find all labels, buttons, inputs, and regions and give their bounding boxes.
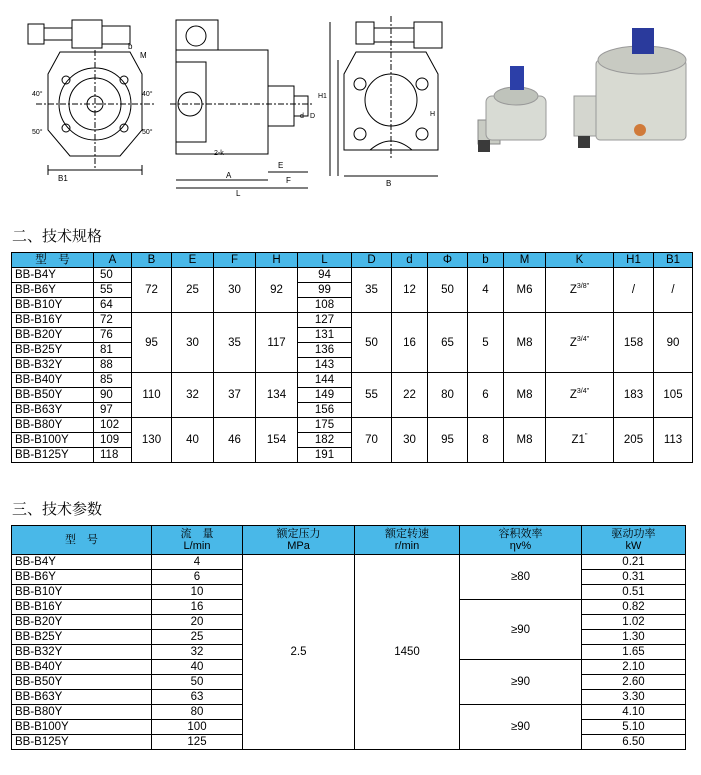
- params-power-cell: 1.02: [582, 615, 686, 630]
- params-power-cell: 4.10: [582, 705, 686, 720]
- spec-l-cell: 149: [298, 388, 352, 403]
- spec-e-cell: 32: [172, 373, 214, 418]
- params-model-cell: BB-B25Y: [12, 630, 152, 645]
- params-flow-cell: 6: [152, 570, 243, 585]
- params-header-line1: 容积效率: [498, 528, 543, 540]
- params-model-cell: BB-B32Y: [12, 645, 152, 660]
- params-efficiency-cell: ≥90: [460, 600, 582, 660]
- params-power-cell: 6.50: [582, 735, 686, 750]
- spec-k-cell: Z1": [546, 418, 614, 463]
- params-header-line1: 额定压力: [276, 528, 321, 540]
- spec-dd-cell: 35: [352, 268, 392, 313]
- label-b-dim: B: [386, 179, 392, 188]
- params-model-cell: BB-B100Y: [12, 720, 152, 735]
- spec-model-cell: BB-B16Y: [12, 313, 94, 328]
- label-angle-rb: 50°: [142, 129, 153, 136]
- label-angle-rt: 40°: [142, 91, 153, 98]
- label-f: F: [286, 176, 291, 185]
- spec-b1-cell: 90: [654, 313, 693, 373]
- label-h1: H1: [318, 93, 327, 100]
- spec-a-cell: 64: [94, 298, 132, 313]
- spec-m-cell: M6: [504, 268, 546, 313]
- params-flow-cell: 25: [152, 630, 243, 645]
- spec-f-cell: 35: [214, 313, 256, 373]
- params-header-line1: 驱动功率: [611, 528, 656, 540]
- technical-drawings: [0, 0, 701, 205]
- label-d: d: [300, 113, 304, 120]
- spec-h-cell: 134: [256, 373, 298, 418]
- spec-a-cell: 50: [94, 268, 132, 283]
- params-header-0: [12, 526, 152, 555]
- spec-l-cell: 175: [298, 418, 352, 433]
- spec-a-cell: 97: [94, 403, 132, 418]
- spec-dd-cell: 70: [352, 418, 392, 463]
- spec-l-cell: 127: [298, 313, 352, 328]
- spec-a-cell: 85: [94, 373, 132, 388]
- params-header-line2: L/min: [183, 540, 211, 552]
- spec-l-cell: 136: [298, 343, 352, 358]
- spec-a-cell: 81: [94, 343, 132, 358]
- params-power-cell: 0.82: [582, 600, 686, 615]
- params-model-cell: BB-B6Y: [12, 570, 152, 585]
- spec-header-9: Φ: [428, 253, 468, 268]
- spec-model-cell: BB-B50Y: [12, 388, 94, 403]
- spec-model-cell: BB-B125Y: [12, 448, 94, 463]
- params-flow-cell: 16: [152, 600, 243, 615]
- params-model-cell: BB-B63Y: [12, 690, 152, 705]
- label-l: L: [236, 189, 241, 198]
- spec-a-cell: 55: [94, 283, 132, 298]
- params-flow-cell: 10: [152, 585, 243, 600]
- spec-b-cell: 72: [132, 268, 172, 313]
- params-power-cell: 0.31: [582, 570, 686, 585]
- params-power-cell: 3.30: [582, 690, 686, 705]
- spec-header-5: H: [256, 253, 298, 268]
- params-flow-cell: 20: [152, 615, 243, 630]
- spec-d-cell: 12: [392, 268, 428, 313]
- spec-l-cell: 99: [298, 283, 352, 298]
- spec-header-6: L: [298, 253, 352, 268]
- spec-header-2: B: [132, 253, 172, 268]
- label-k: 2-k: [214, 150, 224, 157]
- spec-k-cell: $Z^{3/8"}$: [546, 268, 614, 313]
- label-h: H: [430, 111, 436, 118]
- spec-f-cell: 46: [214, 418, 256, 463]
- spec-header-10: b: [468, 253, 504, 268]
- params-model-cell: BB-B50Y: [12, 675, 152, 690]
- params-row: [12, 555, 686, 570]
- spec-model-cell: BB-B25Y: [12, 343, 94, 358]
- spec-phi-cell: 50: [428, 268, 468, 313]
- spec-l-cell: 144: [298, 373, 352, 388]
- spec-a-cell: 88: [94, 358, 132, 373]
- params-power-cell: 2.60: [582, 675, 686, 690]
- params-model-cell: BB-B4Y: [12, 555, 152, 570]
- spec-l-cell: 156: [298, 403, 352, 418]
- params-flow-cell: 50: [152, 675, 243, 690]
- spec-l-cell: 94: [298, 268, 352, 283]
- spec-header-14: B1: [654, 253, 693, 268]
- label-b1: B1: [58, 174, 68, 183]
- spec-b1-cell: 113: [654, 418, 693, 463]
- spec-dd-cell: 55: [352, 373, 392, 418]
- spec-row: [12, 268, 693, 283]
- spec-l-cell: 143: [298, 358, 352, 373]
- spec-l-cell: 108: [298, 298, 352, 313]
- spec-b1-cell: 105: [654, 373, 693, 418]
- spec-l-cell: 182: [298, 433, 352, 448]
- label-b: b: [128, 42, 133, 51]
- spec-row: [12, 418, 693, 433]
- spec-h1-cell: 183: [614, 373, 654, 418]
- spec-header-3: E: [172, 253, 214, 268]
- spec-model-cell: BB-B6Y: [12, 283, 94, 298]
- spec-b-cell: 130: [132, 418, 172, 463]
- spec-h-cell: 117: [256, 313, 298, 373]
- label-m: M: [140, 51, 147, 60]
- spec-a-cell: 102: [94, 418, 132, 433]
- spec-k-cell: $Z^{3/4"}$: [546, 313, 614, 373]
- spec-header-4: F: [214, 253, 256, 268]
- side-view-drawing: [170, 20, 312, 188]
- spec-a-cell: 90: [94, 388, 132, 403]
- spec-row: [12, 313, 693, 328]
- spec-model-cell: BB-B80Y: [12, 418, 94, 433]
- params-power-cell: 5.10: [582, 720, 686, 735]
- spec-h1-cell: 158: [614, 313, 654, 373]
- params-model-cell: BB-B125Y: [12, 735, 152, 750]
- params-header-line1: 流 量: [180, 528, 214, 540]
- spec-l-cell: 191: [298, 448, 352, 463]
- spec-k-superscript: ": [584, 433, 588, 441]
- spec-k-superscript: 3/4": [576, 388, 590, 396]
- label-dd: D: [310, 113, 316, 120]
- params-header-row: [12, 526, 686, 555]
- spec-m-cell: M8: [504, 373, 546, 418]
- spec-e-cell: 30: [172, 313, 214, 373]
- spec-phi-cell: 95: [428, 418, 468, 463]
- params-speed-cell: 1450: [355, 555, 460, 750]
- spec-b-cell: 4: [468, 268, 504, 313]
- spec-b-cell: 95: [132, 313, 172, 373]
- params-header-4: [460, 526, 582, 555]
- spec-model-cell: BB-B32Y: [12, 358, 94, 373]
- label-e: E: [278, 161, 284, 170]
- spec-header-11: M: [504, 253, 546, 268]
- spec-k-superscript: 3/4": [576, 335, 590, 343]
- spec-d-cell: 16: [392, 313, 428, 373]
- spec-header-row: [12, 253, 693, 268]
- spec-a-cell: 109: [94, 433, 132, 448]
- params-efficiency-cell: ≥80: [460, 555, 582, 600]
- params-flow-cell: 4: [152, 555, 243, 570]
- spec-phi-cell: 65: [428, 313, 468, 373]
- spec-h1-cell: 205: [614, 418, 654, 463]
- spec-b-cell: 6: [468, 373, 504, 418]
- params-flow-cell: 100: [152, 720, 243, 735]
- spec-d-cell: 22: [392, 373, 428, 418]
- spec-h1-cell: /: [614, 268, 654, 313]
- spec-e-cell: 40: [172, 418, 214, 463]
- spec-header-1: A: [94, 253, 132, 268]
- spec-header-0: 型 号: [12, 253, 94, 268]
- spec-model-cell: BB-B10Y: [12, 298, 94, 313]
- spec-l-cell: 131: [298, 328, 352, 343]
- params-header-line2: kW: [625, 540, 642, 552]
- spec-table: [11, 252, 693, 463]
- spec-dd-cell: 50: [352, 313, 392, 373]
- spec-model-cell: BB-B63Y: [12, 403, 94, 418]
- params-flow-cell: 40: [152, 660, 243, 675]
- spec-m-cell: M8: [504, 418, 546, 463]
- params-header-5: [582, 526, 686, 555]
- params-power-cell: 0.21: [582, 555, 686, 570]
- params-power-cell: 1.30: [582, 630, 686, 645]
- spec-h-cell: 154: [256, 418, 298, 463]
- params-power-cell: 2.10: [582, 660, 686, 675]
- params-power-cell: 0.51: [582, 585, 686, 600]
- spec-k-cell: $Z^{3/4"}$: [546, 373, 614, 418]
- spec-model-cell: BB-B100Y: [12, 433, 94, 448]
- params-efficiency-cell: ≥90: [460, 705, 582, 750]
- params-model-cell: BB-B80Y: [12, 705, 152, 720]
- spec-model-cell: BB-B4Y: [12, 268, 94, 283]
- params-header-3: [355, 526, 460, 555]
- spec-header-12: K: [546, 253, 614, 268]
- section-title-specs: 二、技术规格: [12, 227, 103, 245]
- params-flow-cell: 125: [152, 735, 243, 750]
- spec-model-cell: BB-B40Y: [12, 373, 94, 388]
- params-flow-cell: 32: [152, 645, 243, 660]
- params-flow-cell: 80: [152, 705, 243, 720]
- spec-model-cell: BB-B20Y: [12, 328, 94, 343]
- end-view-drawing: [330, 16, 442, 176]
- front-view-drawing: [28, 20, 154, 175]
- spec-f-cell: 37: [214, 373, 256, 418]
- label-angle-lt: 40°: [32, 91, 43, 98]
- params-pressure-cell: 2.5: [243, 555, 355, 750]
- pump-photo-large: [574, 28, 686, 148]
- params-header-line1: 额定转速: [385, 528, 429, 540]
- params-model-cell: BB-B20Y: [12, 615, 152, 630]
- spec-h-cell: 92: [256, 268, 298, 313]
- spec-row: [12, 373, 693, 388]
- spec-b-cell: 5: [468, 313, 504, 373]
- params-table: [11, 525, 686, 750]
- spec-phi-cell: 80: [428, 373, 468, 418]
- params-header-line2: ηv%: [509, 540, 532, 552]
- spec-f-cell: 30: [214, 268, 256, 313]
- params-header-line1: 型 号: [65, 534, 98, 546]
- label-angle-lb: 50°: [32, 129, 43, 136]
- spec-b-cell: 8: [468, 418, 504, 463]
- pump-photo-small: [478, 66, 546, 152]
- params-header-1: [152, 526, 243, 555]
- params-header-2: [243, 526, 355, 555]
- params-model-cell: BB-B40Y: [12, 660, 152, 675]
- spec-d-cell: 30: [392, 418, 428, 463]
- params-header-line2: r/min: [394, 540, 420, 552]
- spec-b1-cell: /: [654, 268, 693, 313]
- params-header-line2: MPa: [287, 540, 310, 552]
- params-flow-cell: 63: [152, 690, 243, 705]
- spec-e-cell: 25: [172, 268, 214, 313]
- spec-b-cell: 110: [132, 373, 172, 418]
- spec-header-8: d: [392, 253, 428, 268]
- section-title-params: 三、技术参数: [12, 500, 103, 518]
- spec-a-cell: 76: [94, 328, 132, 343]
- spec-k-superscript: 3/8": [576, 283, 590, 291]
- spec-m-cell: M8: [504, 313, 546, 373]
- params-power-cell: 1.65: [582, 645, 686, 660]
- spec-header-7: D: [352, 253, 392, 268]
- params-model-cell: BB-B10Y: [12, 585, 152, 600]
- spec-a-cell: 118: [94, 448, 132, 463]
- params-model-cell: BB-B16Y: [12, 600, 152, 615]
- spec-header-13: H1: [614, 253, 654, 268]
- spec-a-cell: 72: [94, 313, 132, 328]
- label-a: A: [226, 171, 232, 180]
- params-efficiency-cell: ≥90: [460, 660, 582, 705]
